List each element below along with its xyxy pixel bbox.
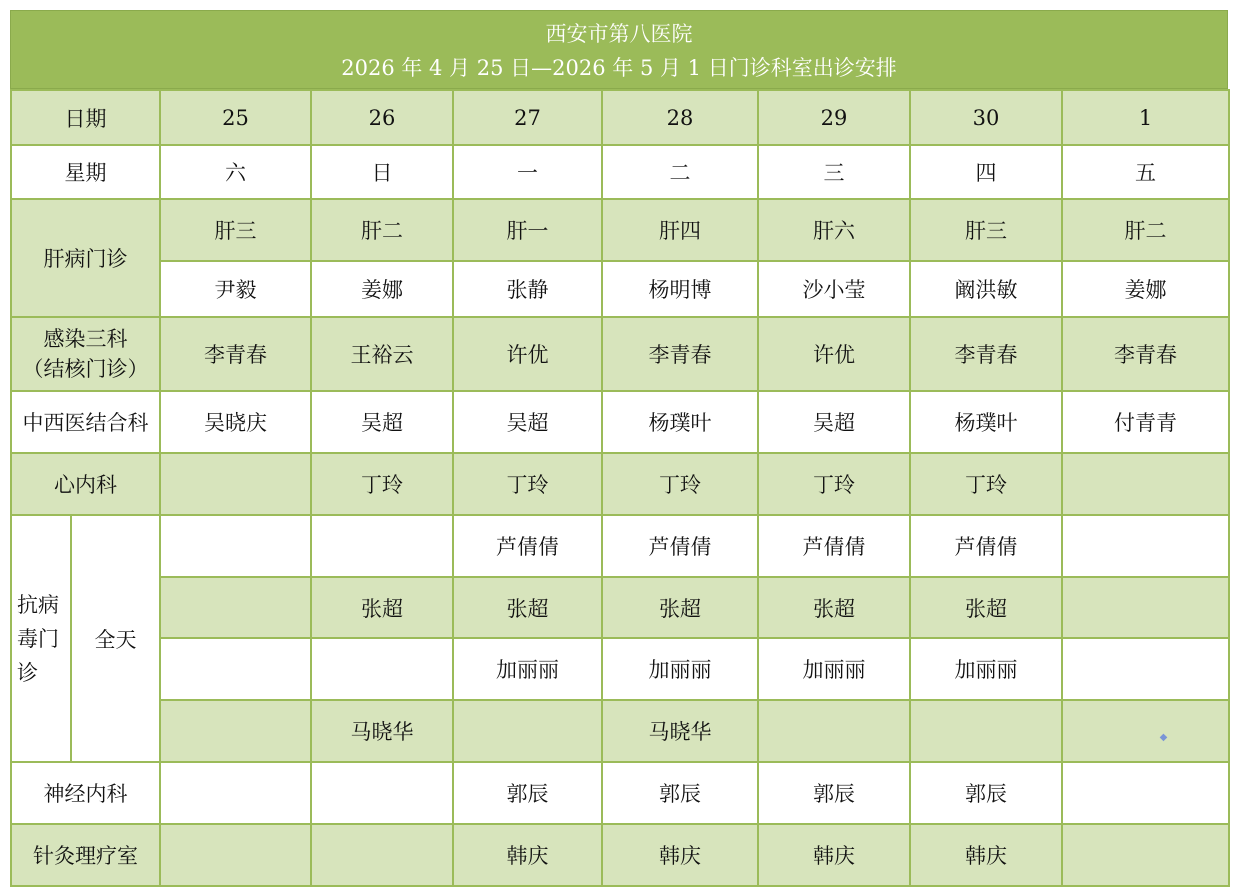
tcm-cell: 吴超 [453,391,602,453]
liver-doctor-cell: 姜娜 [1062,261,1229,317]
antiviral-cell [311,638,453,700]
schedule-title: 2026 年 4 月 25 日—2026 年 5 月 1 日门诊科室出诊安排 [341,56,897,80]
date-cell: 26 [311,90,453,145]
liver-room-cell: 肝六 [758,199,910,261]
cardio-cell [160,453,311,515]
antiviral-cell: 芦倩倩 [758,515,910,577]
cardio-cell [1062,453,1229,515]
liver-room-cell: 肝三 [910,199,1062,261]
cardio-cell: 丁玲 [311,453,453,515]
schedule-table [10,89,1230,887]
date-row [11,90,1229,145]
liver-doctor-cell: 张静 [453,261,602,317]
date-cell: 29 [758,90,910,145]
row-label-tcm: 中西医结合科 [11,391,160,453]
tcm-cell: 杨璞叶 [602,391,758,453]
liver-doctor-cell: 阚洪敏 [910,261,1062,317]
neuro-cell: 郭辰 [758,762,910,824]
antiviral-cell [910,700,1062,762]
infect-cell: 李青春 [602,317,758,391]
neuro-cell: 郭辰 [453,762,602,824]
antiviral-cell [453,700,602,762]
liver-room-cell: 肝二 [1062,199,1229,261]
row-label-neuro: 神经内科 [11,762,160,824]
neuro-cell [311,762,453,824]
tcm-row [11,391,1229,453]
weekday-cell: 一 [453,145,602,199]
infect-cell: 王裕云 [311,317,453,391]
liver-doctor-cell: 沙小莹 [758,261,910,317]
schedule-sheet [10,10,1228,886]
cursor-dot-icon: ◆ [1159,731,1168,743]
antiviral-cell: 加丽丽 [602,638,758,700]
row-label-date: 日期 [11,90,160,145]
row-label-weekday: 星期 [11,145,160,199]
liver-doctor-cell: 姜娜 [311,261,453,317]
neuro-cell: 郭辰 [910,762,1062,824]
cardio-cell: 丁玲 [910,453,1062,515]
acupuncture-cell [311,824,453,886]
weekday-cell: 六 [160,145,311,199]
acupuncture-cell [160,824,311,886]
antiviral-cell [1062,577,1229,638]
acupuncture-cell: 韩庆 [453,824,602,886]
antiviral-cell [311,515,453,577]
tcm-cell: 吴晓庆 [160,391,311,453]
weekday-cell: 三 [758,145,910,199]
row-label-cardio: 心内科 [11,453,160,515]
row-label-antiviral [11,515,71,762]
acupuncture-cell [1062,824,1229,886]
acupuncture-cell: 韩庆 [602,824,758,886]
infect-label-sub: （结核门诊） [22,357,149,381]
antiviral-cell: 加丽丽 [453,638,602,700]
cardio-cell: 丁玲 [758,453,910,515]
liver-doctor-row [11,261,1229,317]
acupuncture-row [11,824,1229,886]
liver-room-cell: 肝三 [160,199,311,261]
antiviral-cell: 张超 [602,577,758,638]
hospital-name: 西安市第八医院 [545,22,693,46]
antiviral-row [11,577,1229,638]
antiviral-row [11,515,1229,577]
infect-cell: 李青春 [910,317,1062,391]
row-label-liver: 肝病门诊 [11,199,160,317]
antiviral-cell: 芦倩倩 [910,515,1062,577]
antiviral-cell [160,515,311,577]
antiviral-cell [1062,515,1229,577]
tcm-cell: 付青青 [1062,391,1229,453]
acupuncture-cell: 韩庆 [758,824,910,886]
infect-cell: 许优 [453,317,602,391]
infect-cell: 李青春 [1062,317,1229,391]
date-cell: 30 [910,90,1062,145]
antiviral-cell: 加丽丽 [910,638,1062,700]
neuro-row [11,762,1229,824]
weekday-cell: 二 [602,145,758,199]
row-label-acupuncture: 针灸理疗室 [11,824,160,886]
weekday-row [11,145,1229,199]
weekday-cell: 日 [311,145,453,199]
cardio-cell: 丁玲 [453,453,602,515]
antiviral-cell: 加丽丽 [758,638,910,700]
antiviral-cell: 张超 [910,577,1062,638]
weekday-cell: 五 [1062,145,1229,199]
antiviral-cell [160,577,311,638]
infect-label-main: 感染三科 [43,327,128,351]
neuro-cell [160,762,311,824]
tcm-cell: 杨璞叶 [910,391,1062,453]
antiviral-cell [160,638,311,700]
infect-cell: 许优 [758,317,910,391]
antiviral-cell [1062,638,1229,700]
liver-doctor-cell: 杨明博 [602,261,758,317]
antiviral-label: 抗病毒门诊 [17,592,59,685]
tcm-cell: 吴超 [311,391,453,453]
antiviral-cell: 张超 [453,577,602,638]
liver-room-cell: 肝一 [453,199,602,261]
date-cell: 1 [1062,90,1229,145]
antiviral-cell: 张超 [758,577,910,638]
cardio-cell: 丁玲 [602,453,758,515]
liver-doctor-cell: 尹毅 [160,261,311,317]
row-label-infect [11,317,160,391]
antiviral-cell-last [1062,700,1229,762]
infect-row [11,317,1229,391]
infect-cell: 李青春 [160,317,311,391]
antiviral-session-label: 全天 [71,515,160,762]
cardio-row [11,453,1229,515]
neuro-cell [1062,762,1229,824]
antiviral-cell [160,700,311,762]
antiviral-cell: 马晓华 [602,700,758,762]
date-cell: 27 [453,90,602,145]
neuro-cell: 郭辰 [602,762,758,824]
antiviral-row [11,700,1229,762]
tcm-cell: 吴超 [758,391,910,453]
liver-room-cell: 肝四 [602,199,758,261]
antiviral-row [11,638,1229,700]
acupuncture-cell: 韩庆 [910,824,1062,886]
date-cell: 28 [602,90,758,145]
antiviral-cell: 芦倩倩 [602,515,758,577]
date-cell: 25 [160,90,311,145]
weekday-cell: 四 [910,145,1062,199]
antiviral-cell: 马晓华 [311,700,453,762]
antiviral-cell: 张超 [311,577,453,638]
antiviral-cell: 芦倩倩 [453,515,602,577]
schedule-header [10,10,1228,89]
liver-room-cell: 肝二 [311,199,453,261]
liver-room-row [11,199,1229,261]
antiviral-cell [758,700,910,762]
